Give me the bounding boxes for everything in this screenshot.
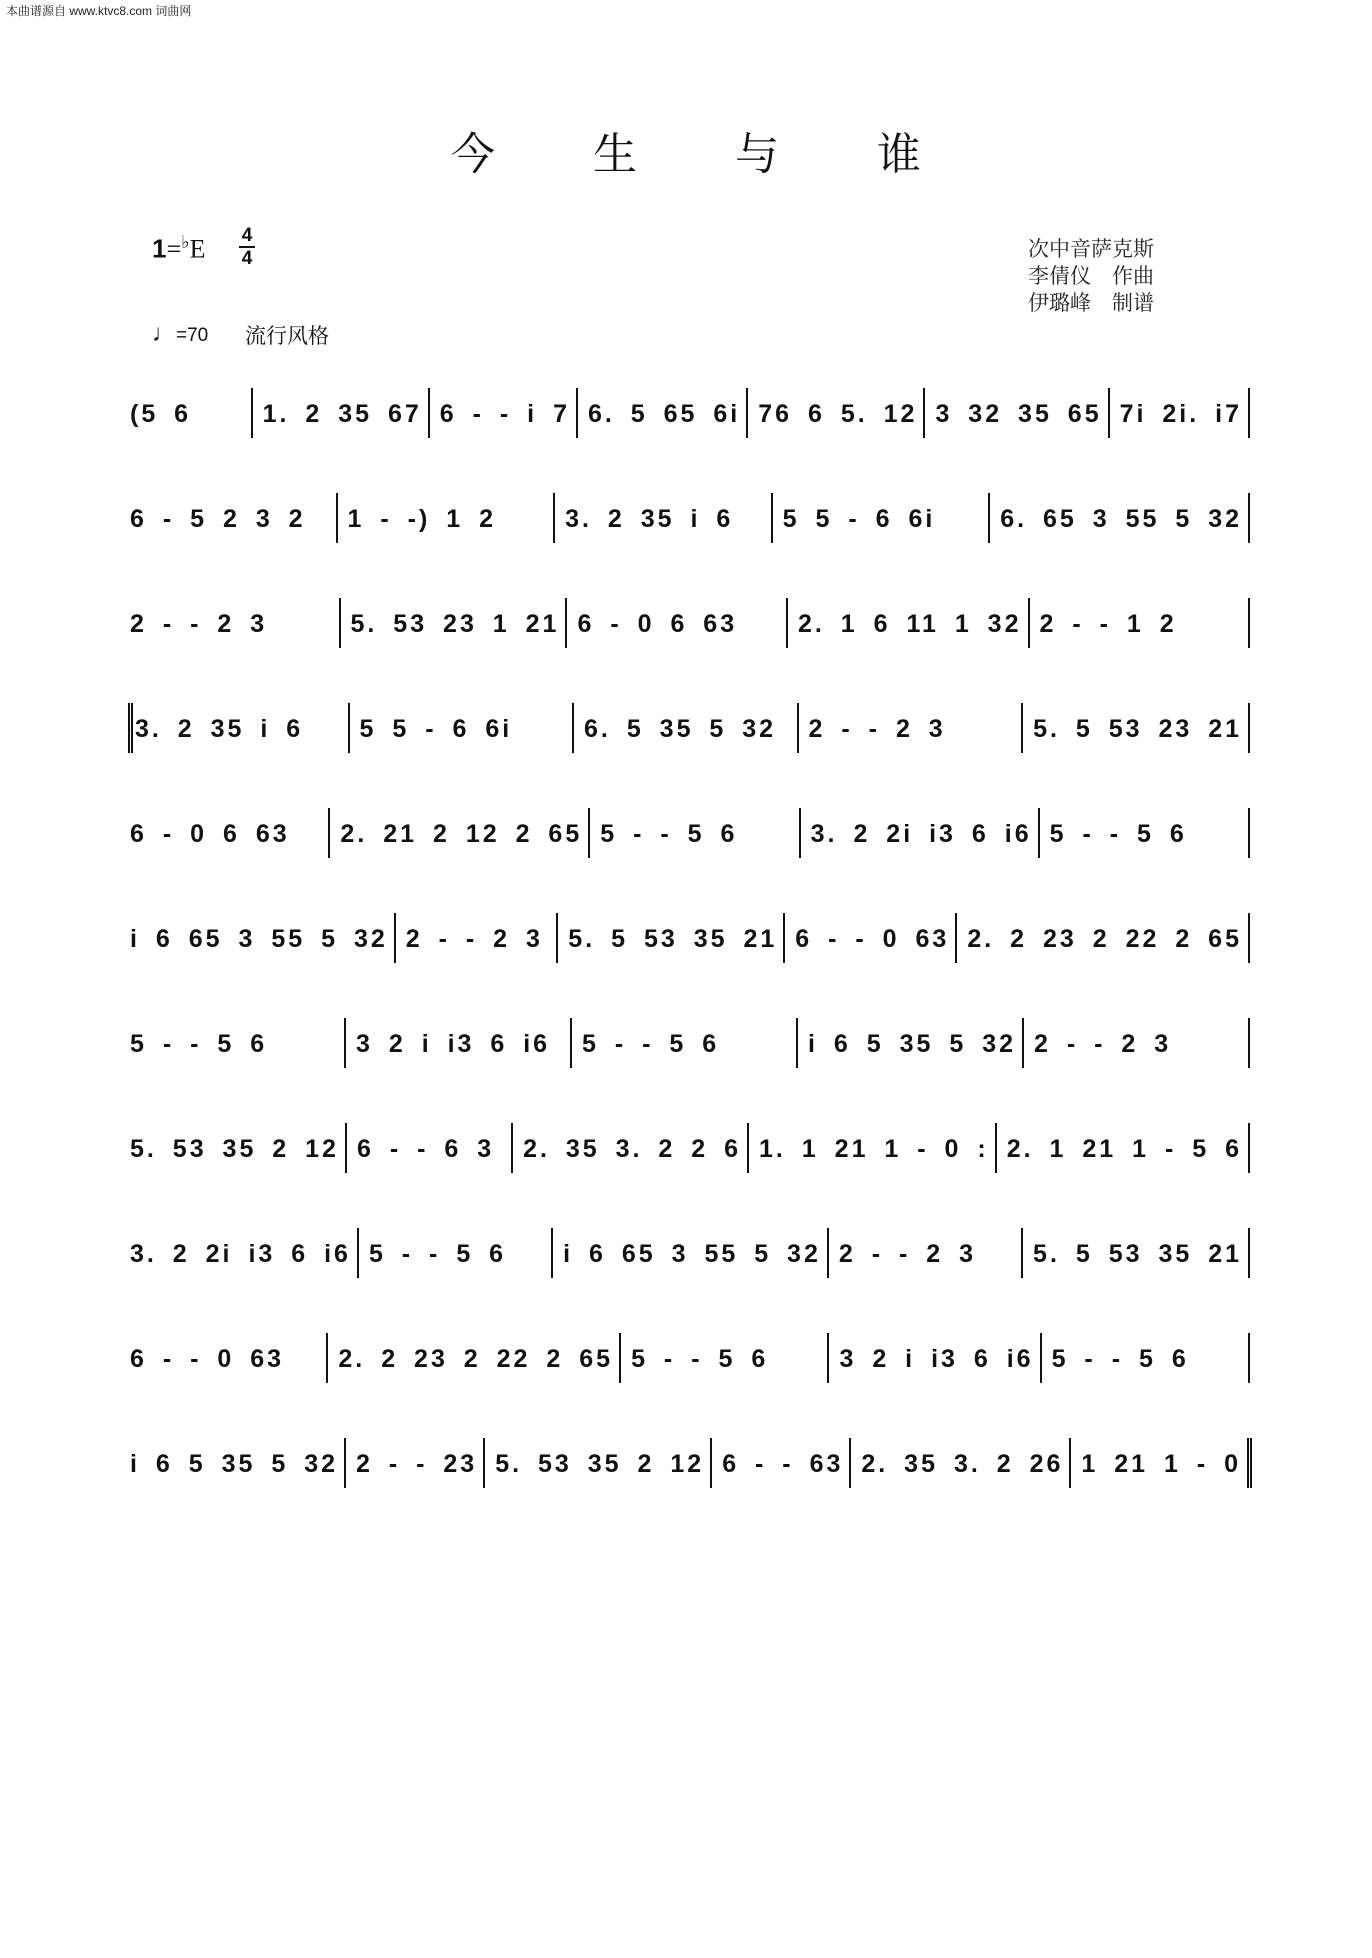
measure: i 6 5 35 5 32 bbox=[798, 1018, 1024, 1068]
measure: 5 - - 5 6 bbox=[590, 808, 800, 858]
score-line bbox=[128, 808, 1250, 913]
measure: 3. 2 35 i 6 bbox=[555, 493, 773, 543]
measure: 1 - -) 1 2 bbox=[338, 493, 556, 543]
credit-instrument: 次中音萨克斯 bbox=[1028, 237, 1154, 261]
measure: 3 2 i i3 6 i6 bbox=[346, 1018, 572, 1068]
measure: 6 - 0 6 63 bbox=[567, 598, 788, 648]
score-line bbox=[128, 388, 1250, 493]
style-marking: 流行风格 bbox=[245, 325, 329, 348]
tempo-marking bbox=[152, 320, 208, 348]
measure: 5 5 - 6 6i bbox=[773, 493, 991, 543]
measure: 2 - - 2 3 bbox=[799, 703, 1024, 753]
measure: 2 - - 2 3 bbox=[1024, 1018, 1250, 1068]
measure: 5 - - 5 6 bbox=[1040, 808, 1250, 858]
measure: 2 - - 2 3 bbox=[829, 1228, 1023, 1278]
measure: 2. 2 23 2 22 2 65 bbox=[328, 1333, 621, 1383]
measure: 6. 65 3 55 5 32 bbox=[990, 493, 1250, 543]
key-flat: ♭ bbox=[181, 232, 190, 252]
measure: 5. 5 53 35 21 bbox=[1023, 1228, 1250, 1278]
measure: 2. 1 6 11 1 32 bbox=[788, 598, 1030, 648]
measure: 2. 35 3. 2 2 6 bbox=[513, 1123, 749, 1173]
measure: 6 - - 0 63 bbox=[785, 913, 957, 963]
measure: 2 - - 1 2 bbox=[1030, 598, 1251, 648]
score-line bbox=[128, 598, 1250, 703]
measure: 1 21 1 - 0 bbox=[1071, 1438, 1252, 1488]
page-title: 今 生 与 谁 bbox=[451, 129, 963, 180]
measure: 2. 21 2 12 2 65 bbox=[330, 808, 590, 858]
measure: 3 2 i i3 6 i6 bbox=[829, 1333, 1041, 1383]
measure: 5 5 - 6 6i bbox=[350, 703, 575, 753]
score-line bbox=[128, 913, 1250, 1018]
score bbox=[128, 388, 1250, 1543]
quarter-note-icon: ♩ bbox=[152, 320, 176, 347]
measure: i 6 5 35 5 32 bbox=[128, 1438, 346, 1488]
tempo-value: =70 bbox=[176, 325, 209, 346]
measure: 5 - - 5 6 bbox=[572, 1018, 798, 1068]
measure: 6. 5 65 6i bbox=[578, 388, 748, 438]
score-line bbox=[128, 703, 1250, 808]
measure: 6 - - i 7 bbox=[430, 388, 578, 438]
credit-arranger: 伊璐峰 制谱 bbox=[1028, 291, 1154, 315]
measure: 2 - - 2 3 bbox=[128, 598, 341, 648]
measure: 5 - - 5 6 bbox=[359, 1228, 553, 1278]
measure: 5. 53 23 1 21 bbox=[341, 598, 568, 648]
measure: 1. 1 21 1 - 0 : bbox=[749, 1123, 997, 1173]
credits bbox=[1028, 236, 1154, 317]
measure: 76 6 5. 12 bbox=[748, 388, 925, 438]
measure: 5. 5 53 23 21 bbox=[1023, 703, 1250, 753]
measure: 3. 2 2i i3 6 i6 bbox=[128, 1228, 359, 1278]
measure: 3. 2 2i i3 6 i6 bbox=[801, 808, 1040, 858]
time-signature-top: 4 bbox=[241, 225, 253, 246]
measure: 3. 2 35 i 6 bbox=[128, 703, 350, 753]
measure: 1. 2 35 67 bbox=[253, 388, 430, 438]
key-signature bbox=[152, 232, 206, 265]
measure: 6 - 5 2 3 2 bbox=[128, 493, 338, 543]
measure: i 6 65 3 55 5 32 bbox=[553, 1228, 829, 1278]
measure: 5. 53 35 2 12 bbox=[485, 1438, 712, 1488]
measure: 2 - - 23 bbox=[346, 1438, 485, 1488]
measure: 2 - - 2 3 bbox=[396, 913, 559, 963]
time-signature bbox=[239, 226, 255, 268]
score-line bbox=[128, 1438, 1250, 1543]
score-line bbox=[128, 1018, 1250, 1123]
measure: 5 - - 5 6 bbox=[621, 1333, 829, 1383]
measure: 6 - 0 6 63 bbox=[128, 808, 330, 858]
measure: 7i 2i. i7 bbox=[1110, 388, 1250, 438]
measure: 6 - - 63 bbox=[712, 1438, 851, 1488]
measure: 6 - - 6 3 bbox=[347, 1123, 513, 1173]
measure: 6. 5 35 5 32 bbox=[574, 703, 799, 753]
measure: 2. 2 23 2 22 2 65 bbox=[957, 913, 1250, 963]
measure: 5 - - 5 6 bbox=[128, 1018, 346, 1068]
credit-composer: 李倩仪 作曲 bbox=[1028, 264, 1154, 288]
time-signature-bottom: 4 bbox=[241, 248, 253, 269]
measure: 2. 1 21 1 - 5 6 bbox=[997, 1123, 1250, 1173]
source-tag: 本曲谱源自 www.ktvc8.com 词曲网 bbox=[6, 4, 192, 18]
measure: 3 32 35 65 bbox=[925, 388, 1109, 438]
measure: 6 - - 0 63 bbox=[128, 1333, 328, 1383]
score-line bbox=[128, 493, 1250, 598]
key-degree: 1 bbox=[152, 233, 167, 264]
measure: 2. 35 3. 2 26 bbox=[851, 1438, 1071, 1488]
score-line bbox=[128, 1228, 1250, 1333]
score-line bbox=[128, 1333, 1250, 1438]
score-line bbox=[128, 1123, 1250, 1228]
key-letter: E bbox=[189, 234, 206, 264]
measure: (5 6 bbox=[128, 388, 253, 438]
measure: 5 - - 5 6 bbox=[1042, 1333, 1250, 1383]
measure: 5. 5 53 35 21 bbox=[558, 913, 785, 963]
measure: 5. 53 35 2 12 bbox=[128, 1123, 347, 1173]
key-equals: = bbox=[166, 234, 182, 264]
measure: i 6 65 3 55 5 32 bbox=[128, 913, 396, 963]
